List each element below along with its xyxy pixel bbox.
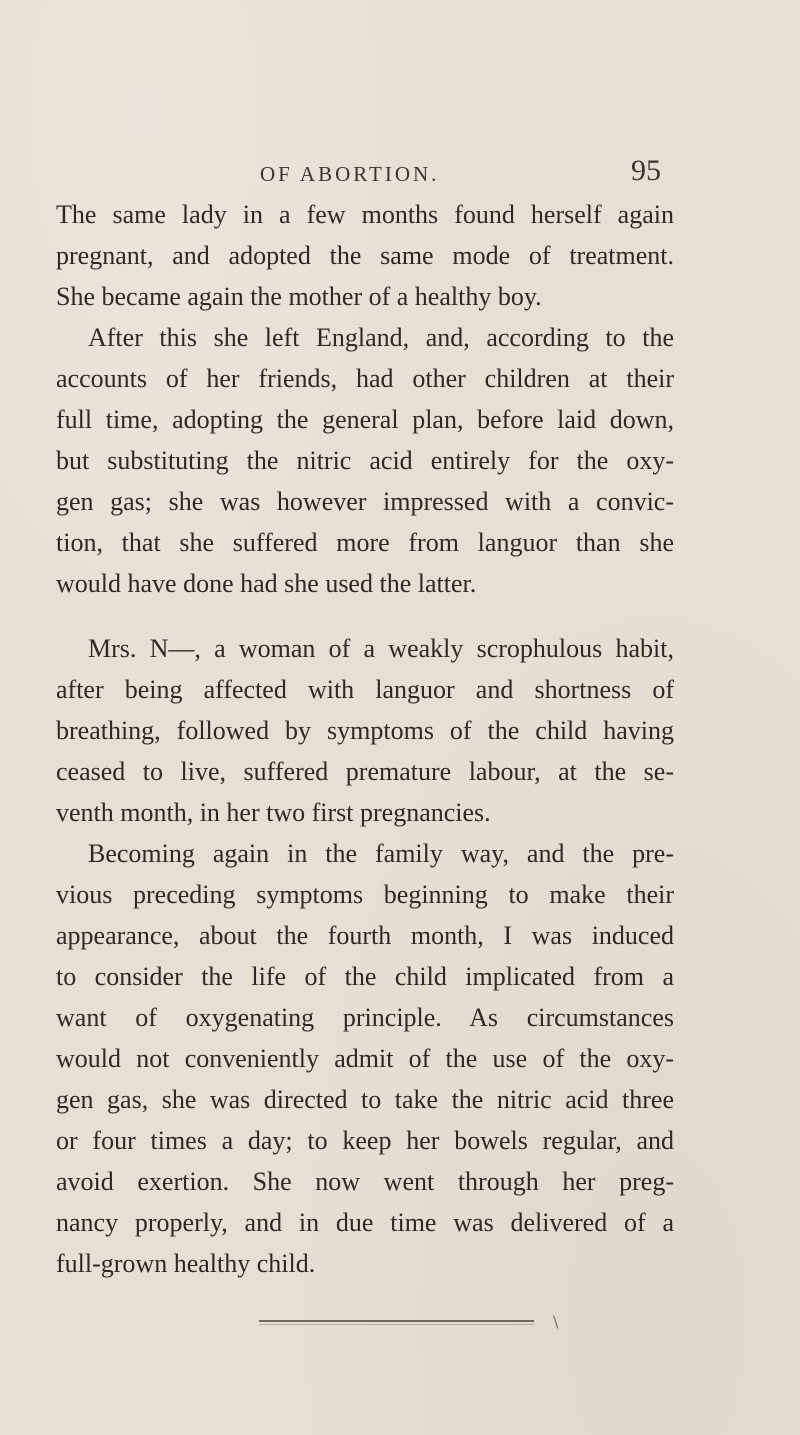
text-line: would not conveniently admit of the use of the oxy-	[56, 1044, 674, 1073]
text-line: want of oxygenating principle. As circumstances	[56, 1003, 674, 1032]
text-line: full-grown healthy child.	[56, 1249, 316, 1278]
section-divider	[259, 1320, 534, 1322]
text-line: appearance, about the fourth month, I was induced	[56, 921, 674, 950]
text-line: The same lady in a few months found herself again	[56, 200, 674, 229]
text-line: pregnant, and adopted the same mode of treatment.	[56, 241, 674, 270]
text-line: gen gas; she was however impressed with a convic-	[56, 487, 674, 516]
text-line: vious preceding symptoms beginning to make their	[56, 880, 674, 909]
text-line: accounts of her friends, had other children at their	[56, 364, 674, 393]
text-line: but substituting the nitric acid entirely for the oxy-	[56, 446, 674, 475]
text-line: or four times a day; to keep her bowels regular, and	[56, 1126, 674, 1155]
text-line: nancy properly, and in due time was delivered of a	[56, 1208, 674, 1237]
text-line: avoid exertion. She now went through her preg-	[56, 1167, 674, 1196]
text-line: Mrs. N—, a woman of a weakly scrophulous habit,	[88, 634, 674, 663]
text-line: She became again the mother of a healthy boy.	[56, 282, 542, 311]
text-line: venth month, in her two first pregnancies.	[56, 798, 491, 827]
text-line: after being affected with languor and shortness of	[56, 675, 674, 704]
printer-mark: \	[553, 1312, 559, 1331]
text-line: full time, adopting the general plan, before laid down,	[56, 405, 674, 434]
running-head: OF ABORTION.	[260, 162, 440, 186]
text-line: would have done had she used the latter.	[56, 569, 477, 598]
text-line: tion, that she suffered more from languor than she	[56, 528, 674, 557]
text-line: breathing, followed by symptoms of the child having	[56, 716, 674, 745]
text-line: ceased to live, suffered premature labour, at the se-	[56, 757, 674, 786]
page-number: 95	[631, 154, 661, 187]
text-line: After this she left England, and, according to the	[88, 323, 674, 352]
text-line: Becoming again in the family way, and the pre-	[88, 839, 674, 868]
text-line: gen gas, she was directed to take the nitric acid three	[56, 1085, 674, 1114]
text-line: to consider the life of the child implicated from a	[56, 962, 674, 991]
